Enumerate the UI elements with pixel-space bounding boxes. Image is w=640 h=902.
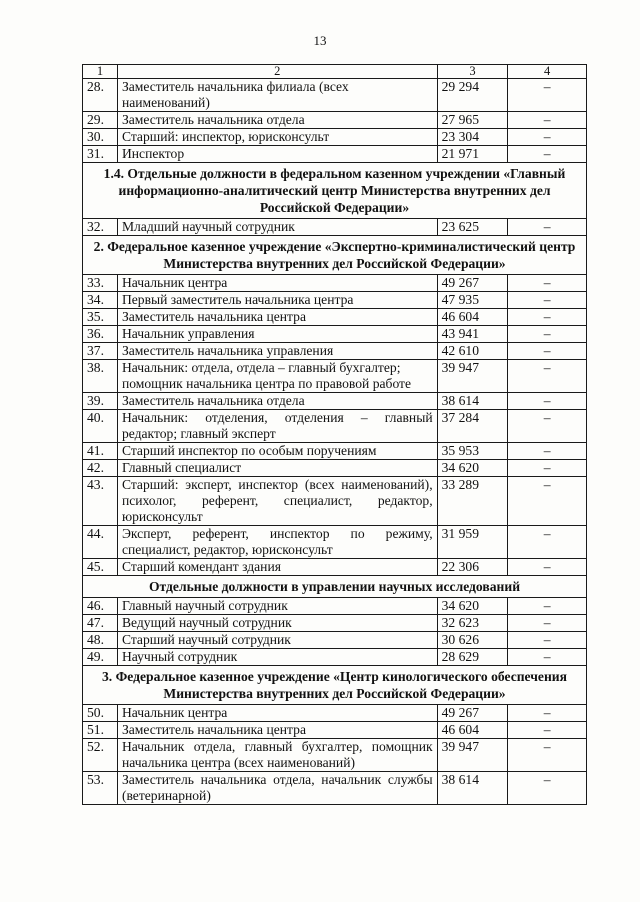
position-name: Заместитель начальника отдела, начальник службы (ветеринарной)	[117, 772, 437, 805]
salary-value: 49 267	[437, 275, 508, 292]
column-4-value: –	[508, 632, 587, 649]
column-4-value: –	[508, 526, 587, 559]
column-4-value: –	[508, 772, 587, 805]
salary-value: 34 620	[437, 598, 508, 615]
position-name: Заместитель начальника филиала (всех наименований)	[117, 79, 437, 112]
position-name: Главный специалист	[117, 460, 437, 477]
row-number: 29.	[83, 112, 118, 129]
column-4-value: –	[508, 275, 587, 292]
section-heading: 2. Федеральное казенное учреждение «Экспертно-криминалистический центр Министерства внутренних дел Российской Федерации»	[83, 236, 587, 275]
page-number: 13	[313, 33, 327, 48]
position-name: Старший комендант здания	[117, 559, 437, 576]
salary-value: 30 626	[437, 632, 508, 649]
row-number: 38.	[83, 360, 118, 393]
row-number: 35.	[83, 309, 118, 326]
header-col-2: 2	[117, 65, 437, 79]
column-4-value: –	[508, 649, 587, 666]
row-number: 34.	[83, 292, 118, 309]
position-name: Первый заместитель начальника центра	[117, 292, 437, 309]
column-4-value: –	[508, 460, 587, 477]
salary-value: 23 304	[437, 129, 508, 146]
salary-value: 27 965	[437, 112, 508, 129]
position-name: Главный научный сотрудник	[117, 598, 437, 615]
column-4-value: –	[508, 79, 587, 112]
section-heading: 1.4. Отдельные должности в федеральном казенном учреждении «Главный информационно-аналитический центр Министерства внутренних дел Российской Федерации»	[83, 163, 587, 219]
salary-value: 42 610	[437, 343, 508, 360]
section-heading: Отдельные должности в управлении научных исследований	[83, 576, 587, 598]
table-row	[83, 360, 587, 393]
section-heading-row	[83, 236, 587, 275]
salary-value: 38 614	[437, 772, 508, 805]
table-row	[83, 112, 587, 129]
table-row	[83, 343, 587, 360]
header-col-3: 3	[437, 65, 508, 79]
position-name: Начальник: отдела, отдела – главный бухгалтер; помощник начальника центра по правовой работе	[117, 360, 437, 393]
table-header-row	[83, 65, 587, 79]
table-row	[83, 559, 587, 576]
row-number: 42.	[83, 460, 118, 477]
table-row	[83, 460, 587, 477]
row-number: 36.	[83, 326, 118, 343]
table-row	[83, 309, 587, 326]
header-col-1: 1	[83, 65, 118, 79]
column-4-value: –	[508, 112, 587, 129]
column-4-value: –	[508, 615, 587, 632]
section-heading-row	[83, 576, 587, 598]
table-row	[83, 477, 587, 526]
salary-value: 39 947	[437, 739, 508, 772]
section-heading-row	[83, 163, 587, 219]
salary-value: 39 947	[437, 360, 508, 393]
column-4-value: –	[508, 292, 587, 309]
position-name: Ведущий научный сотрудник	[117, 615, 437, 632]
table-row	[83, 615, 587, 632]
position-name: Старший: инспектор, юрисконсульт	[117, 129, 437, 146]
column-4-value: –	[508, 598, 587, 615]
salary-value: 38 614	[437, 393, 508, 410]
column-4-value: –	[508, 326, 587, 343]
column-4-value: –	[508, 343, 587, 360]
section-heading: 3. Федеральное казенное учреждение «Центр кинологического обеспечения Министерства внутренних дел Российской Федерации»	[83, 666, 587, 705]
table-row	[83, 649, 587, 666]
position-name: Начальник центра	[117, 275, 437, 292]
column-4-value: –	[508, 146, 587, 163]
position-name: Старший научный сотрудник	[117, 632, 437, 649]
salary-value: 29 294	[437, 79, 508, 112]
row-number: 51.	[83, 722, 118, 739]
table-row	[83, 326, 587, 343]
row-number: 45.	[83, 559, 118, 576]
salary-value: 21 971	[437, 146, 508, 163]
position-name: Инспектор	[117, 146, 437, 163]
table-row	[83, 146, 587, 163]
salary-table	[82, 64, 587, 805]
column-4-value: –	[508, 739, 587, 772]
column-4-value: –	[508, 219, 587, 236]
column-4-value: –	[508, 129, 587, 146]
table-row	[83, 292, 587, 309]
column-4-value: –	[508, 477, 587, 526]
salary-value: 46 604	[437, 309, 508, 326]
position-name: Заместитель начальника отдела	[117, 112, 437, 129]
position-name: Старший: эксперт, инспектор (всех наименований), психолог, референт, специалист, редактор, юрисконсульт	[117, 477, 437, 526]
row-number: 41.	[83, 443, 118, 460]
salary-value: 37 284	[437, 410, 508, 443]
salary-value: 49 267	[437, 705, 508, 722]
column-4-value: –	[508, 309, 587, 326]
salary-value: 33 289	[437, 477, 508, 526]
salary-value: 43 941	[437, 326, 508, 343]
table-row	[83, 772, 587, 805]
position-name: Научный сотрудник	[117, 649, 437, 666]
section-heading-row	[83, 666, 587, 705]
table-row	[83, 219, 587, 236]
row-number: 46.	[83, 598, 118, 615]
position-name: Заместитель начальника управления	[117, 343, 437, 360]
table-row	[83, 598, 587, 615]
column-4-value: –	[508, 393, 587, 410]
salary-value: 35 953	[437, 443, 508, 460]
column-4-value: –	[508, 360, 587, 393]
salary-value: 22 306	[437, 559, 508, 576]
salary-value: 32 623	[437, 615, 508, 632]
row-number: 32.	[83, 219, 118, 236]
table-row	[83, 705, 587, 722]
position-name: Начальник: отделения, отделения – главный редактор; главный эксперт	[117, 410, 437, 443]
row-number: 28.	[83, 79, 118, 112]
row-number: 52.	[83, 739, 118, 772]
row-number: 30.	[83, 129, 118, 146]
row-number: 44.	[83, 526, 118, 559]
column-4-value: –	[508, 722, 587, 739]
table-row	[83, 722, 587, 739]
position-name: Старший инспектор по особым поручениям	[117, 443, 437, 460]
row-number: 40.	[83, 410, 118, 443]
table-row	[83, 632, 587, 649]
position-name: Эксперт, референт, инспектор по режиму, специалист, редактор, юрисконсульт	[117, 526, 437, 559]
row-number: 31.	[83, 146, 118, 163]
row-number: 47.	[83, 615, 118, 632]
column-4-value: –	[508, 705, 587, 722]
position-name: Младший научный сотрудник	[117, 219, 437, 236]
salary-value: 34 620	[437, 460, 508, 477]
row-number: 39.	[83, 393, 118, 410]
salary-value: 23 625	[437, 219, 508, 236]
row-number: 43.	[83, 477, 118, 526]
table-row	[83, 739, 587, 772]
salary-table-body	[83, 65, 587, 805]
column-4-value: –	[508, 559, 587, 576]
header-col-4: 4	[508, 65, 587, 79]
table-row	[83, 443, 587, 460]
table-row	[83, 79, 587, 112]
position-name: Заместитель начальника отдела	[117, 393, 437, 410]
table-row	[83, 129, 587, 146]
row-number: 53.	[83, 772, 118, 805]
position-name: Заместитель начальника центра	[117, 722, 437, 739]
row-number: 50.	[83, 705, 118, 722]
row-number: 48.	[83, 632, 118, 649]
column-4-value: –	[508, 443, 587, 460]
table-row	[83, 526, 587, 559]
table-row	[83, 275, 587, 292]
salary-value: 28 629	[437, 649, 508, 666]
salary-value: 31 959	[437, 526, 508, 559]
row-number: 49.	[83, 649, 118, 666]
salary-value: 47 935	[437, 292, 508, 309]
position-name: Начальник центра	[117, 705, 437, 722]
salary-value: 46 604	[437, 722, 508, 739]
row-number: 37.	[83, 343, 118, 360]
position-name: Заместитель начальника центра	[117, 309, 437, 326]
table-row	[83, 410, 587, 443]
column-4-value: –	[508, 410, 587, 443]
table-row	[83, 393, 587, 410]
row-number: 33.	[83, 275, 118, 292]
position-name: Начальник отдела, главный бухгалтер, помощник начальника центра (всех наименований)	[117, 739, 437, 772]
position-name: Начальник управления	[117, 326, 437, 343]
